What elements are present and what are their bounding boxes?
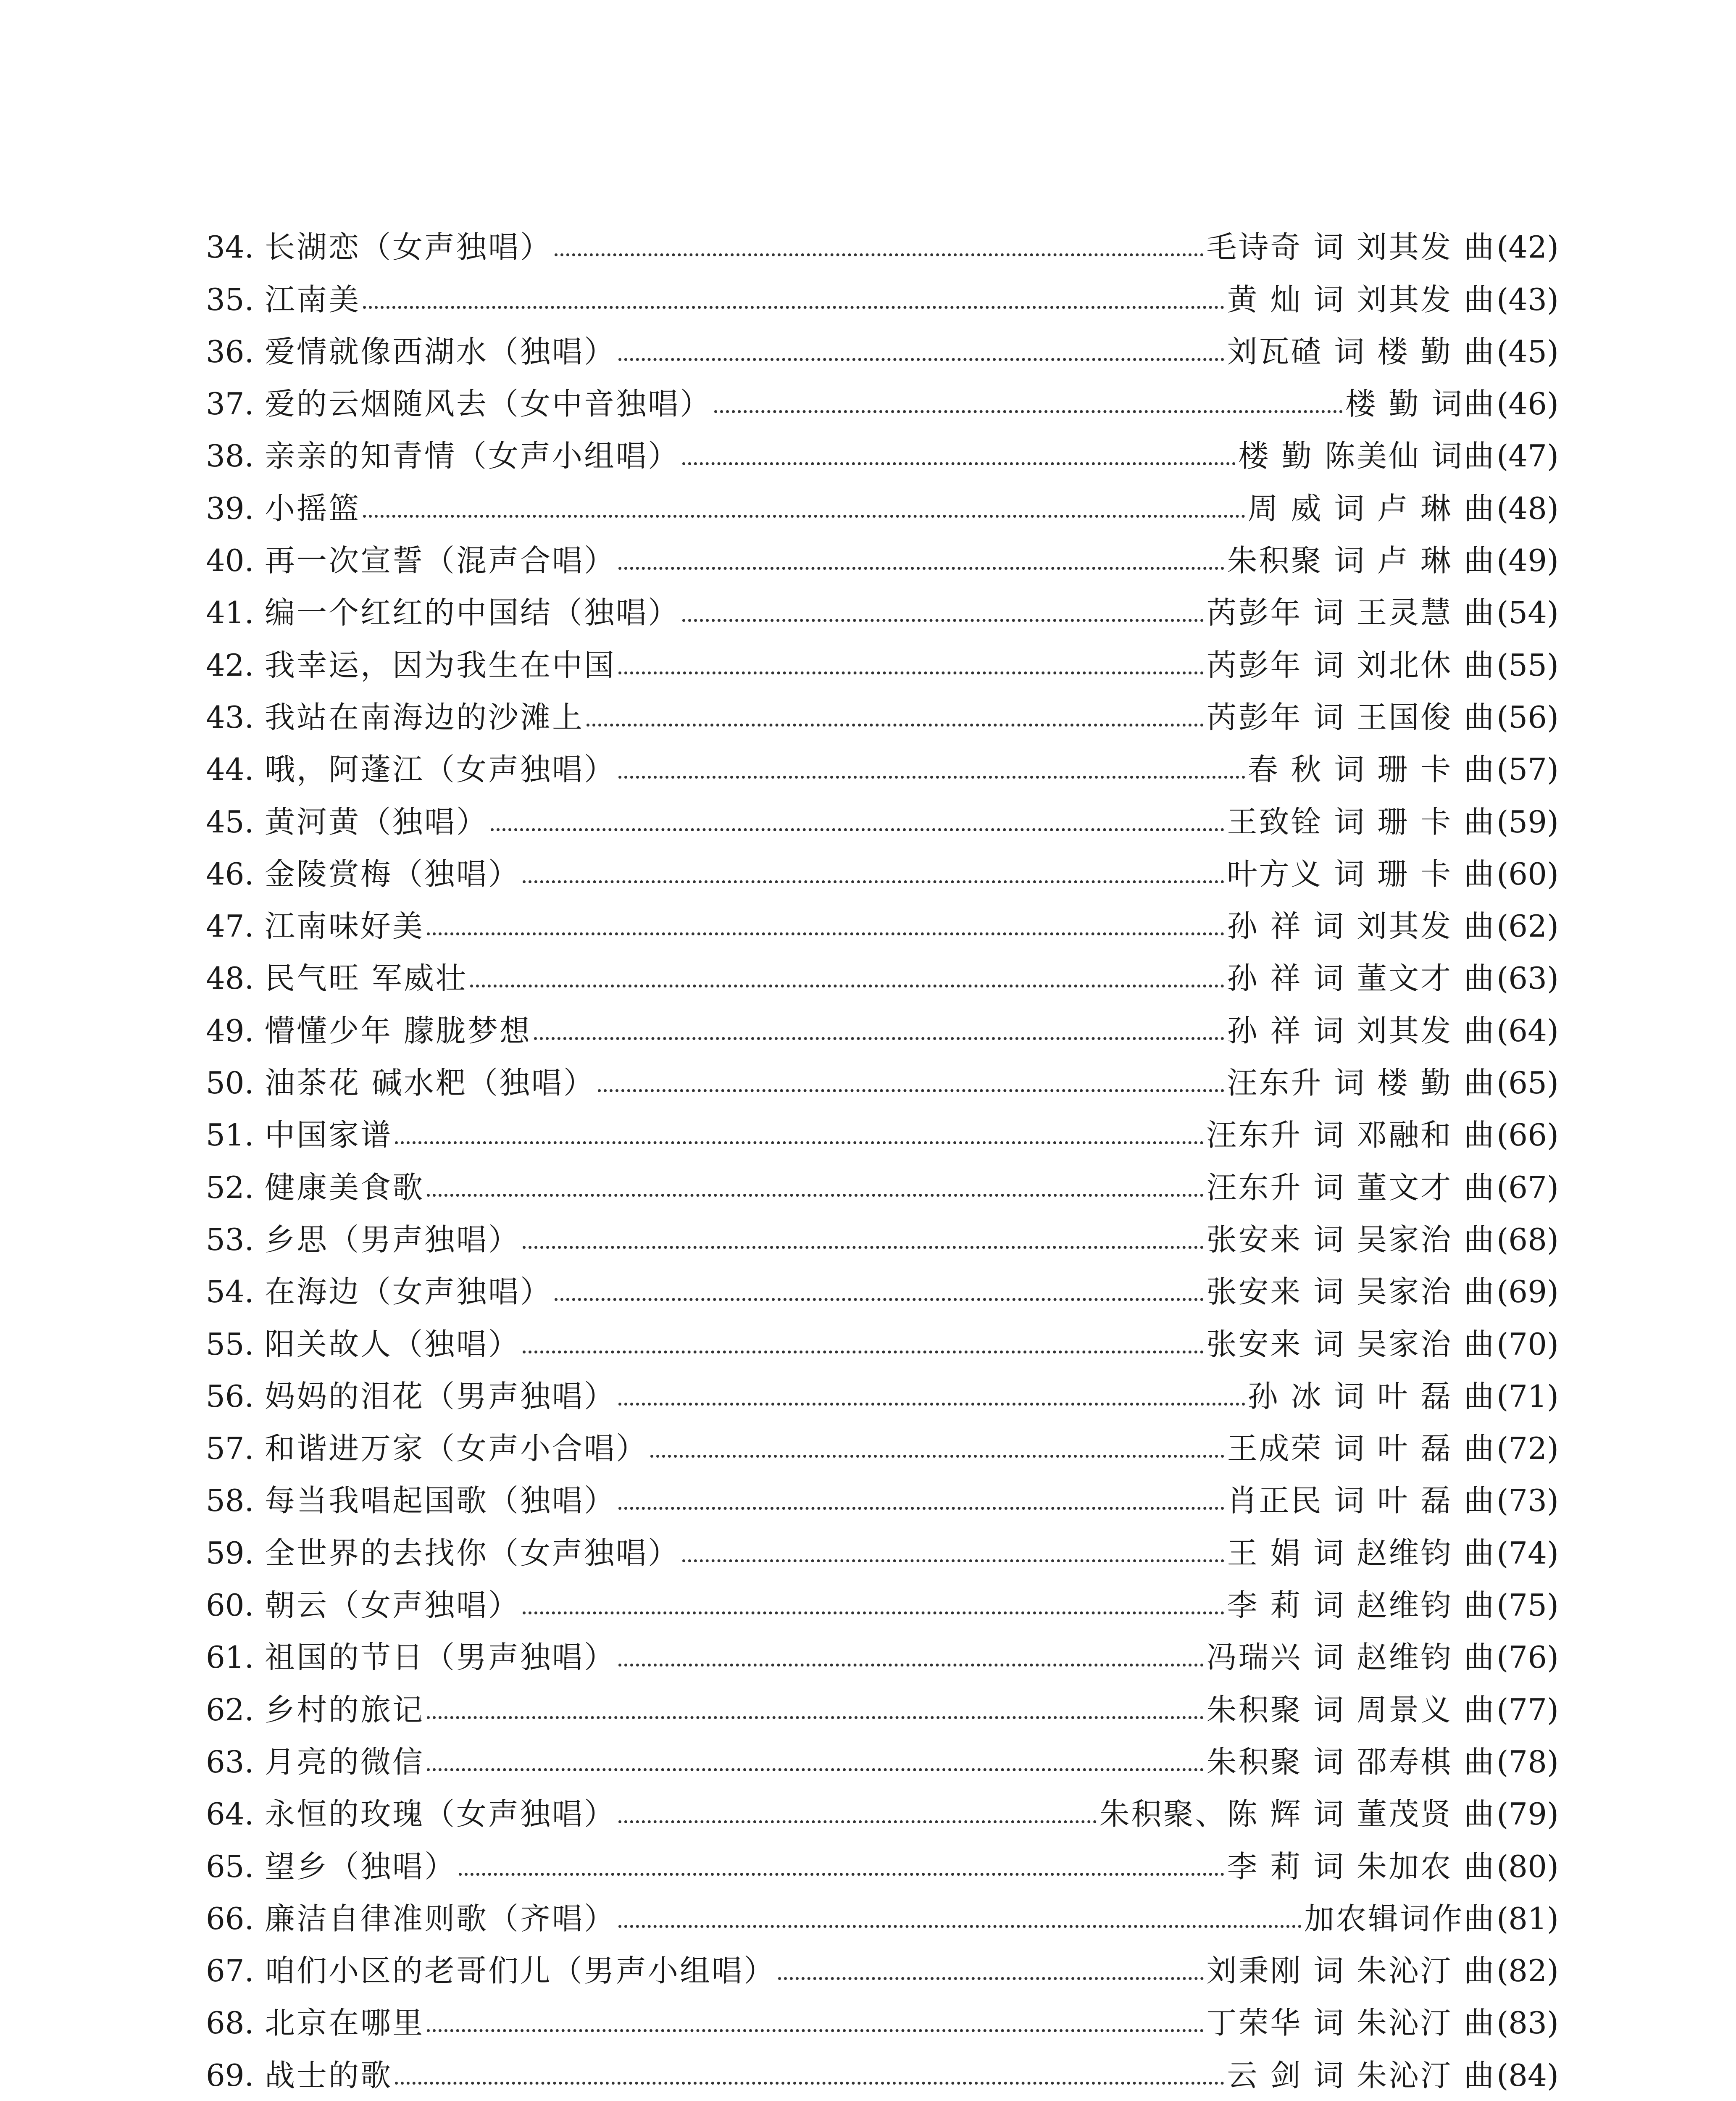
song-title: 我站在南海边的沙滩上 bbox=[265, 699, 584, 735]
lyricist-composer-credit: 王成荣 词 叶 磊 曲 bbox=[1227, 1431, 1496, 1466]
page-number: (49) bbox=[1497, 543, 1559, 579]
song-title: 金陵赏梅（独唱） bbox=[265, 856, 521, 892]
toc-entry bbox=[206, 680, 1559, 735]
entry-number: 66. bbox=[206, 1901, 254, 1936]
toc-entry bbox=[206, 1516, 1559, 1571]
dot-leader bbox=[363, 306, 1224, 309]
lyricist-composer-credit: 朱积聚、陈 辉 词 董茂贤 曲 bbox=[1099, 1796, 1496, 1832]
song-title: 亲亲的知青情（女声小组唱） bbox=[265, 438, 680, 474]
page-number: (56) bbox=[1497, 699, 1559, 735]
lyricist-composer-credit: 朱积聚 词 周景义 曲 bbox=[1206, 1692, 1496, 1727]
page-number: (71) bbox=[1497, 1378, 1559, 1414]
dot-leader bbox=[618, 1925, 1302, 1928]
toc-entry bbox=[206, 941, 1559, 996]
lyricist-composer-credit: 周 威 词 卢 琳 曲 bbox=[1247, 490, 1496, 526]
song-title: 望乡（独唱） bbox=[265, 1848, 457, 1884]
lyricist-composer-credit: 汪东升 词 邓融和 曲 bbox=[1206, 1117, 1496, 1153]
toc-entry bbox=[206, 419, 1559, 474]
song-title: 阳关故人（独唱） bbox=[265, 1326, 521, 1362]
entry-number: 44. bbox=[206, 752, 254, 787]
dot-leader bbox=[555, 1298, 1204, 1301]
entry-number: 43. bbox=[206, 699, 254, 735]
page-number: (60) bbox=[1497, 856, 1559, 892]
toc-entry bbox=[206, 1829, 1559, 1884]
dot-leader bbox=[523, 1246, 1204, 1249]
song-title: 全世界的去找你（女声独唱） bbox=[265, 1535, 680, 1571]
entry-number: 40. bbox=[206, 543, 254, 579]
dot-leader bbox=[618, 567, 1224, 570]
dot-leader bbox=[427, 932, 1224, 935]
song-title: 懵懂少年 朦胧梦想 bbox=[265, 1013, 531, 1048]
lyricist-composer-credit: 加农辑词作曲 bbox=[1304, 1901, 1496, 1936]
lyricist-composer-credit: 刘瓦碴 词 楼 勤 曲 bbox=[1227, 334, 1496, 369]
dot-leader bbox=[470, 985, 1225, 987]
page-number: (78) bbox=[1497, 1744, 1559, 1780]
song-title: 健康美食歌 bbox=[265, 1169, 425, 1205]
entry-number: 56. bbox=[206, 1378, 254, 1414]
song-title: 江南美 bbox=[265, 282, 361, 317]
dot-leader bbox=[427, 1768, 1204, 1771]
toc-entry bbox=[206, 315, 1559, 367]
entry-number: 58. bbox=[206, 1483, 254, 1519]
dot-leader bbox=[618, 1507, 1224, 1510]
entry-number: 61. bbox=[206, 1640, 254, 1675]
entry-number: 63. bbox=[206, 1744, 254, 1780]
toc-entry bbox=[206, 1464, 1559, 1519]
toc-entry bbox=[206, 1359, 1559, 1414]
entry-number: 51. bbox=[206, 1117, 254, 1153]
page-number: (74) bbox=[1497, 1535, 1559, 1571]
entry-number: 55. bbox=[206, 1326, 254, 1362]
page-number: (80) bbox=[1497, 1848, 1559, 1884]
song-title: 民气旺 军威壮 bbox=[265, 961, 468, 996]
page-number: (48) bbox=[1497, 490, 1559, 526]
dot-leader bbox=[459, 1873, 1224, 1876]
toc-entry bbox=[206, 1203, 1559, 1255]
lyricist-composer-credit: 王 娟 词 赵维钧 曲 bbox=[1227, 1535, 1496, 1571]
page-number: (57) bbox=[1497, 752, 1559, 787]
lyricist-composer-credit: 王致铨 词 珊 卡 曲 bbox=[1227, 804, 1496, 840]
page-number: (55) bbox=[1497, 647, 1559, 683]
page-number: (47) bbox=[1497, 438, 1559, 474]
entry-number: 50. bbox=[206, 1065, 254, 1101]
dot-leader bbox=[682, 462, 1236, 465]
toc-entry bbox=[206, 367, 1559, 422]
page-number: (67) bbox=[1497, 1169, 1559, 1205]
lyricist-composer-credit: 楼 勤 词曲 bbox=[1345, 386, 1496, 422]
dot-leader bbox=[523, 880, 1224, 883]
entry-number: 42. bbox=[206, 647, 254, 683]
song-title: 乡村的旅记 bbox=[265, 1692, 425, 1727]
lyricist-composer-credit: 丁荣华 词 朱沁汀 曲 bbox=[1206, 2005, 1496, 2041]
song-title: 月亮的微信 bbox=[265, 1744, 425, 1780]
dot-leader bbox=[650, 1455, 1224, 1458]
dot-leader bbox=[427, 1194, 1204, 1197]
dot-leader bbox=[523, 1611, 1224, 1614]
lyricist-composer-credit: 芮彭年 词 王灵慧 曲 bbox=[1206, 595, 1496, 631]
entry-number: 52. bbox=[206, 1169, 254, 1205]
song-title: 北京在哪里 bbox=[265, 2005, 425, 2041]
toc-entry bbox=[206, 889, 1559, 944]
toc-entry bbox=[206, 1098, 1559, 1153]
dot-leader bbox=[598, 1089, 1225, 1092]
song-title: 爱的云烟随风去（女中音独唱） bbox=[265, 386, 712, 422]
lyricist-composer-credit: 汪东升 词 董文才 曲 bbox=[1206, 1169, 1496, 1205]
toc-entry bbox=[206, 993, 1559, 1048]
song-title: 廉洁自律准则歌（齐唱） bbox=[265, 1901, 616, 1936]
toc-entry bbox=[206, 1046, 1559, 1101]
entry-number: 39. bbox=[206, 490, 254, 526]
song-title: 乡思（男声独唱） bbox=[265, 1222, 521, 1257]
toc-entry bbox=[206, 262, 1559, 317]
toc-entry bbox=[206, 1307, 1559, 1362]
entry-number: 69. bbox=[206, 2057, 254, 2093]
dot-leader bbox=[682, 1559, 1224, 1562]
entry-number: 38. bbox=[206, 438, 254, 474]
entry-number: 65. bbox=[206, 1848, 254, 1884]
dot-leader bbox=[427, 2029, 1204, 2032]
toc-entry bbox=[206, 732, 1559, 785]
dot-leader bbox=[555, 253, 1204, 256]
page-number: (75) bbox=[1497, 1588, 1559, 1623]
dot-leader bbox=[618, 1820, 1097, 1823]
toc-entry bbox=[206, 1672, 1559, 1725]
toc-entry bbox=[206, 1934, 1559, 1989]
entry-number: 54. bbox=[206, 1274, 254, 1310]
entry-number: 62. bbox=[206, 1692, 254, 1727]
table-of-contents bbox=[206, 210, 1559, 2093]
toc-entry bbox=[206, 1620, 1559, 1675]
dot-leader bbox=[395, 1141, 1204, 1144]
song-title: 和谐进万家（女声小合唱） bbox=[265, 1431, 648, 1466]
entry-number: 48. bbox=[206, 961, 254, 996]
toc-entry bbox=[206, 1568, 1559, 1623]
dot-leader bbox=[523, 1351, 1204, 1353]
entry-number: 59. bbox=[206, 1535, 254, 1571]
page-number: (66) bbox=[1497, 1117, 1559, 1153]
song-title: 黄河黄（独唱） bbox=[265, 804, 489, 840]
page-number: (46) bbox=[1497, 386, 1559, 422]
entry-number: 34. bbox=[206, 229, 254, 265]
entry-number: 45. bbox=[206, 804, 254, 840]
entry-number: 67. bbox=[206, 1953, 254, 1989]
dot-leader bbox=[618, 1403, 1245, 1406]
song-title: 长湖恋（女声独唱） bbox=[265, 229, 552, 265]
entry-number: 37. bbox=[206, 386, 254, 422]
page-number: (82) bbox=[1497, 1953, 1559, 1989]
song-title: 祖国的节日（男声独唱） bbox=[265, 1640, 616, 1675]
toc-entry bbox=[206, 524, 1559, 579]
song-title: 我幸运，因为我生在中国 bbox=[265, 647, 616, 683]
entry-number: 41. bbox=[206, 595, 254, 631]
toc-entry bbox=[206, 1777, 1559, 1832]
dot-leader bbox=[427, 1716, 1204, 1719]
page-number: (59) bbox=[1497, 804, 1559, 840]
toc-entry bbox=[206, 2038, 1559, 2093]
page-number: (69) bbox=[1497, 1274, 1559, 1310]
lyricist-composer-credit: 李 莉 词 赵维钧 曲 bbox=[1227, 1588, 1496, 1623]
entry-number: 46. bbox=[206, 856, 254, 892]
entry-number: 47. bbox=[206, 908, 254, 944]
song-title: 小摇篮 bbox=[265, 490, 361, 526]
lyricist-composer-credit: 朱积聚 词 卢 琳 曲 bbox=[1227, 543, 1496, 579]
page-number: (73) bbox=[1497, 1483, 1559, 1519]
toc-entry bbox=[206, 1411, 1559, 1464]
lyricist-composer-credit: 肖正民 词 叶 磊 曲 bbox=[1227, 1483, 1496, 1519]
entry-number: 35. bbox=[206, 282, 254, 317]
entry-number: 64. bbox=[206, 1796, 254, 1832]
song-title: 哦，阿蓬江（女声独唱） bbox=[265, 752, 616, 787]
entry-number: 60. bbox=[206, 1588, 254, 1623]
song-title: 在海边（女声独唱） bbox=[265, 1274, 552, 1310]
lyricist-composer-credit: 孙 祥 词 董文才 曲 bbox=[1227, 961, 1496, 996]
page-number: (63) bbox=[1497, 961, 1559, 996]
song-title: 编一个红红的中国结（独唱） bbox=[265, 595, 680, 631]
song-title: 咱们小区的老哥们儿（男声小组唱） bbox=[265, 1953, 776, 1989]
page-number: (77) bbox=[1497, 1692, 1559, 1727]
toc-entry bbox=[206, 1882, 1559, 1934]
toc-entry bbox=[206, 1150, 1559, 1205]
toc-entry bbox=[206, 1255, 1559, 1310]
page-number: (81) bbox=[1497, 1901, 1559, 1936]
toc-entry bbox=[206, 628, 1559, 683]
toc-entry bbox=[206, 576, 1559, 631]
song-title: 油茶花 碱水粑（独唱） bbox=[265, 1065, 595, 1101]
song-title: 朝云（女声独唱） bbox=[265, 1588, 521, 1623]
entry-number: 36. bbox=[206, 334, 254, 369]
lyricist-composer-credit: 汪东升 词 楼 勤 曲 bbox=[1227, 1065, 1496, 1101]
dot-leader bbox=[395, 2082, 1224, 2085]
song-title: 战士的歌 bbox=[265, 2057, 393, 2093]
song-title: 每当我唱起国歌（独唱） bbox=[265, 1483, 616, 1519]
dot-leader bbox=[534, 1037, 1225, 1040]
dot-leader bbox=[714, 410, 1343, 413]
toc-entry bbox=[206, 785, 1559, 840]
dot-leader bbox=[618, 358, 1224, 361]
lyricist-composer-credit: 毛诗奇 词 刘其发 曲 bbox=[1206, 229, 1496, 265]
song-title: 爱情就像西湖水（独唱） bbox=[265, 334, 616, 369]
toc-entry bbox=[206, 210, 1559, 265]
lyricist-composer-credit: 叶方义 词 珊 卡 曲 bbox=[1227, 856, 1496, 892]
entry-number: 68. bbox=[206, 2005, 254, 2041]
page-number: (83) bbox=[1497, 2005, 1559, 2041]
page-number: (76) bbox=[1497, 1640, 1559, 1675]
entry-number: 49. bbox=[206, 1013, 254, 1048]
page-number: (42) bbox=[1497, 229, 1559, 265]
lyricist-composer-credit: 黄 灿 词 刘其发 曲 bbox=[1227, 282, 1496, 317]
song-title: 永恒的玫瑰（女声独唱） bbox=[265, 1796, 616, 1832]
lyricist-composer-credit: 楼 勤 陈美仙 词曲 bbox=[1238, 438, 1496, 474]
dot-leader bbox=[618, 1664, 1204, 1667]
dot-leader bbox=[618, 776, 1245, 779]
lyricist-composer-credit: 孙 祥 词 刘其发 曲 bbox=[1227, 1013, 1496, 1048]
entry-number: 57. bbox=[206, 1431, 254, 1466]
page-number: (64) bbox=[1497, 1013, 1559, 1048]
page-number: (65) bbox=[1497, 1065, 1559, 1101]
song-title: 再一次宣誓（混声合唱） bbox=[265, 543, 616, 579]
toc-entry bbox=[206, 1986, 1559, 2041]
dot-leader bbox=[363, 515, 1245, 518]
lyricist-composer-credit: 李 莉 词 朱加农 曲 bbox=[1227, 1848, 1496, 1884]
page-number: (54) bbox=[1497, 595, 1559, 631]
dot-leader bbox=[682, 619, 1204, 622]
lyricist-composer-credit: 张安来 词 吴家治 曲 bbox=[1206, 1222, 1496, 1257]
song-title: 中国家谱 bbox=[265, 1117, 393, 1153]
page-number: (79) bbox=[1497, 1796, 1559, 1832]
lyricist-composer-credit: 张安来 词 吴家治 曲 bbox=[1206, 1326, 1496, 1362]
entry-number: 53. bbox=[206, 1222, 254, 1257]
lyricist-composer-credit: 孙 冰 词 叶 磊 曲 bbox=[1247, 1378, 1496, 1414]
page-number: (84) bbox=[1497, 2057, 1559, 2093]
toc-entry bbox=[206, 837, 1559, 892]
lyricist-composer-credit: 刘秉刚 词 朱沁汀 曲 bbox=[1206, 1953, 1496, 1989]
lyricist-composer-credit: 芮彭年 词 王国俊 曲 bbox=[1206, 699, 1496, 735]
toc-entry bbox=[206, 1725, 1559, 1780]
song-title: 江南味好美 bbox=[265, 908, 425, 944]
lyricist-composer-credit: 芮彭年 词 刘北休 曲 bbox=[1206, 647, 1496, 683]
dot-leader bbox=[587, 724, 1204, 727]
dot-leader bbox=[778, 1977, 1204, 1980]
lyricist-composer-credit: 朱积聚 词 邵寿棋 曲 bbox=[1206, 1744, 1496, 1780]
dot-leader bbox=[618, 671, 1204, 674]
lyricist-composer-credit: 冯瑞兴 词 赵维钧 曲 bbox=[1206, 1640, 1496, 1675]
song-title: 妈妈的泪花（男声独唱） bbox=[265, 1378, 616, 1414]
dot-leader bbox=[491, 828, 1224, 831]
lyricist-composer-credit: 孙 祥 词 刘其发 曲 bbox=[1227, 908, 1496, 944]
lyricist-composer-credit: 张安来 词 吴家治 曲 bbox=[1206, 1274, 1496, 1310]
page-number: (45) bbox=[1497, 334, 1559, 369]
lyricist-composer-credit: 春 秋 词 珊 卡 曲 bbox=[1247, 752, 1496, 787]
page-number: (68) bbox=[1497, 1222, 1559, 1257]
page-number: (62) bbox=[1497, 908, 1559, 944]
page-number: (43) bbox=[1497, 282, 1559, 317]
page-number: (70) bbox=[1497, 1326, 1559, 1362]
page-number: (72) bbox=[1497, 1431, 1559, 1466]
lyricist-composer-credit: 云 剑 词 朱沁汀 曲 bbox=[1227, 2057, 1496, 2093]
toc-entry bbox=[206, 471, 1559, 526]
